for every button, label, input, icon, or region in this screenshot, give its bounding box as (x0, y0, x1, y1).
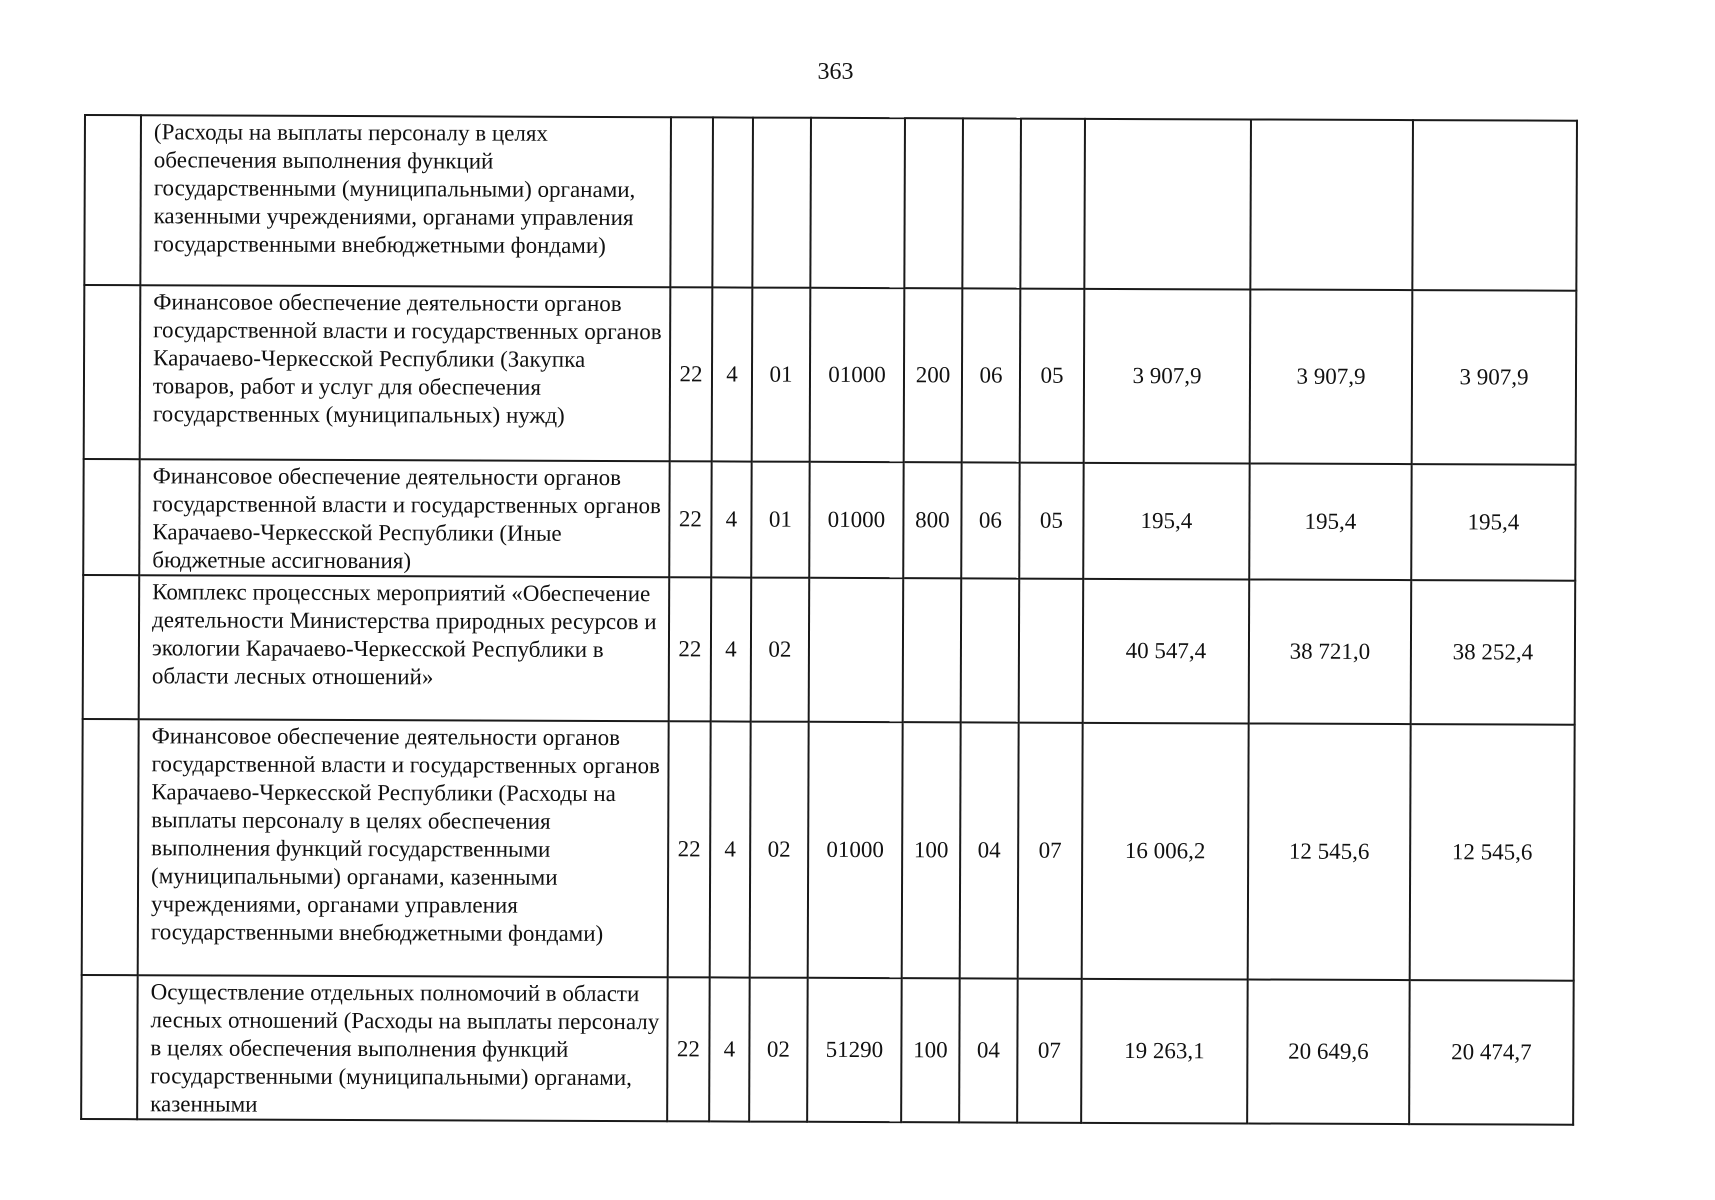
amount-year1-cell: 3 907,9 (1084, 289, 1251, 464)
amount-year1-cell: 16 006,2 (1082, 723, 1249, 980)
row-name-cell: (Расходы на выплаты персоналу в целях обеспечения выполнения функций государственными (муниципальными) органами, казенными учреждениями, органами управления государственными внебюджетными фондами) (140, 115, 671, 287)
amount-year1-cell: 195,4 (1083, 463, 1249, 580)
program-code-cell (670, 117, 713, 287)
amount-year3-cell: 195,4 (1411, 464, 1575, 581)
complex-code-cell: 01 (752, 288, 811, 462)
subprogram-code-cell: 4 (711, 577, 752, 721)
budget-table (80, 114, 1578, 1126)
amount-year2-cell: 38 721,0 (1249, 579, 1412, 724)
program-code-cell: 22 (669, 461, 711, 577)
table-row (84, 115, 1577, 291)
table-row (81, 975, 1574, 1125)
row-name-cell: Финансовое обеспечение деятельности органов государственной власти и государственных органов Карачаево-Черкесской Республики (Расходы на выплаты персоналу в целях обеспечения выполнения функций государственными (муниципальными) органами, казенными учреждениями, органами управления государственными внебюджетными фондами) (138, 719, 669, 977)
complex-code-cell: 02 (749, 978, 808, 1122)
row-index-cell (84, 285, 141, 459)
amount-year1-cell: 19 263,1 (1081, 979, 1248, 1124)
row-index-cell (81, 975, 138, 1119)
amount-year2-cell: 20 649,6 (1247, 979, 1410, 1124)
program-code-cell: 22 (667, 977, 710, 1121)
subsection-code-cell (1019, 579, 1084, 723)
section-code-cell (962, 118, 1021, 288)
amount-year3-cell: 12 545,6 (1410, 724, 1575, 981)
expense-type-cell: 100 (901, 978, 960, 1122)
amount-year2-cell: 195,4 (1249, 463, 1411, 580)
direction-code-cell (810, 118, 905, 288)
expense-type-cell: 200 (904, 288, 963, 462)
program-code-cell: 22 (668, 721, 711, 977)
subsection-code-cell: 07 (1017, 979, 1082, 1123)
expense-type-cell (904, 118, 963, 288)
row-index-cell (83, 575, 140, 719)
complex-code-cell: 02 (750, 722, 809, 978)
amount-year3-cell (1412, 120, 1577, 291)
subsection-code-cell: 05 (1019, 463, 1083, 579)
program-code-cell: 22 (670, 287, 713, 461)
page-number: 363 (817, 59, 854, 85)
amount-year2-cell: 12 545,6 (1248, 723, 1411, 980)
table-row (82, 719, 1575, 981)
amount-year2-cell (1250, 119, 1413, 290)
subsection-code-cell (1020, 119, 1085, 289)
direction-code-cell: 01000 (810, 288, 905, 462)
section-code-cell: 04 (959, 978, 1018, 1122)
subprogram-code-cell: 4 (710, 721, 751, 977)
amount-year1-cell (1084, 119, 1251, 290)
direction-code-cell: 01000 (809, 462, 903, 578)
expense-type-cell (903, 578, 962, 722)
row-name-cell: Комплекс процессных мероприятий «Обеспечение деятельности Министерства природных ресурсов и экологии Карачаево-Черкесской Республики в области лесных отношений» (139, 575, 670, 721)
complex-code-cell: 01 (751, 462, 809, 578)
section-code-cell: 06 (961, 462, 1019, 578)
row-name-cell: Финансовое обеспечение деятельности органов государственной власти и государственных органов Карачаево-Черкесской Республики (Закупка товаров, работ и услуг для обеспечения государственных (муниципальных) нужд) (140, 285, 671, 461)
row-name-cell: Осуществление отдельных полномочий в области лесных отношений (Расходы на выплаты персоналу в целях обеспечения выполнения функций государственными (муниципальными) органами, казенными (137, 975, 668, 1121)
amount-year3-cell: 3 907,9 (1412, 290, 1577, 465)
row-name-cell: Финансовое обеспечение деятельности органов государственной власти и государственных органов Карачаево-Черкесской Республики (Иные бюджетные ассигнования) (139, 459, 669, 577)
complex-code-cell (752, 118, 811, 288)
table-row (83, 459, 1575, 581)
expense-type-cell: 800 (903, 462, 961, 578)
amount-year3-cell: 38 252,4 (1411, 580, 1576, 725)
subprogram-code-cell (712, 117, 753, 287)
complex-code-cell: 02 (751, 578, 810, 722)
subprogram-code-cell: 4 (709, 977, 750, 1121)
direction-code-cell (809, 578, 904, 722)
expense-type-cell: 100 (902, 722, 961, 978)
direction-code-cell: 51290 (807, 978, 902, 1122)
table-row (83, 575, 1576, 725)
amount-year2-cell: 3 907,9 (1250, 289, 1413, 464)
direction-code-cell: 01000 (808, 722, 903, 978)
table-row (84, 285, 1577, 465)
section-code-cell: 04 (960, 722, 1019, 978)
row-index-cell (83, 459, 139, 575)
section-code-cell: 06 (962, 288, 1021, 462)
program-code-cell: 22 (669, 577, 712, 721)
subprogram-code-cell: 4 (711, 461, 751, 577)
budget-table-container (80, 114, 1578, 1126)
row-index-cell (82, 719, 139, 975)
section-code-cell (961, 578, 1020, 722)
amount-year3-cell: 20 474,7 (1409, 980, 1574, 1125)
subprogram-code-cell: 4 (712, 287, 753, 461)
amount-year1-cell: 40 547,4 (1083, 579, 1250, 724)
subsection-code-cell: 07 (1018, 723, 1083, 979)
row-index-cell (84, 115, 141, 285)
subsection-code-cell: 05 (1020, 289, 1085, 463)
